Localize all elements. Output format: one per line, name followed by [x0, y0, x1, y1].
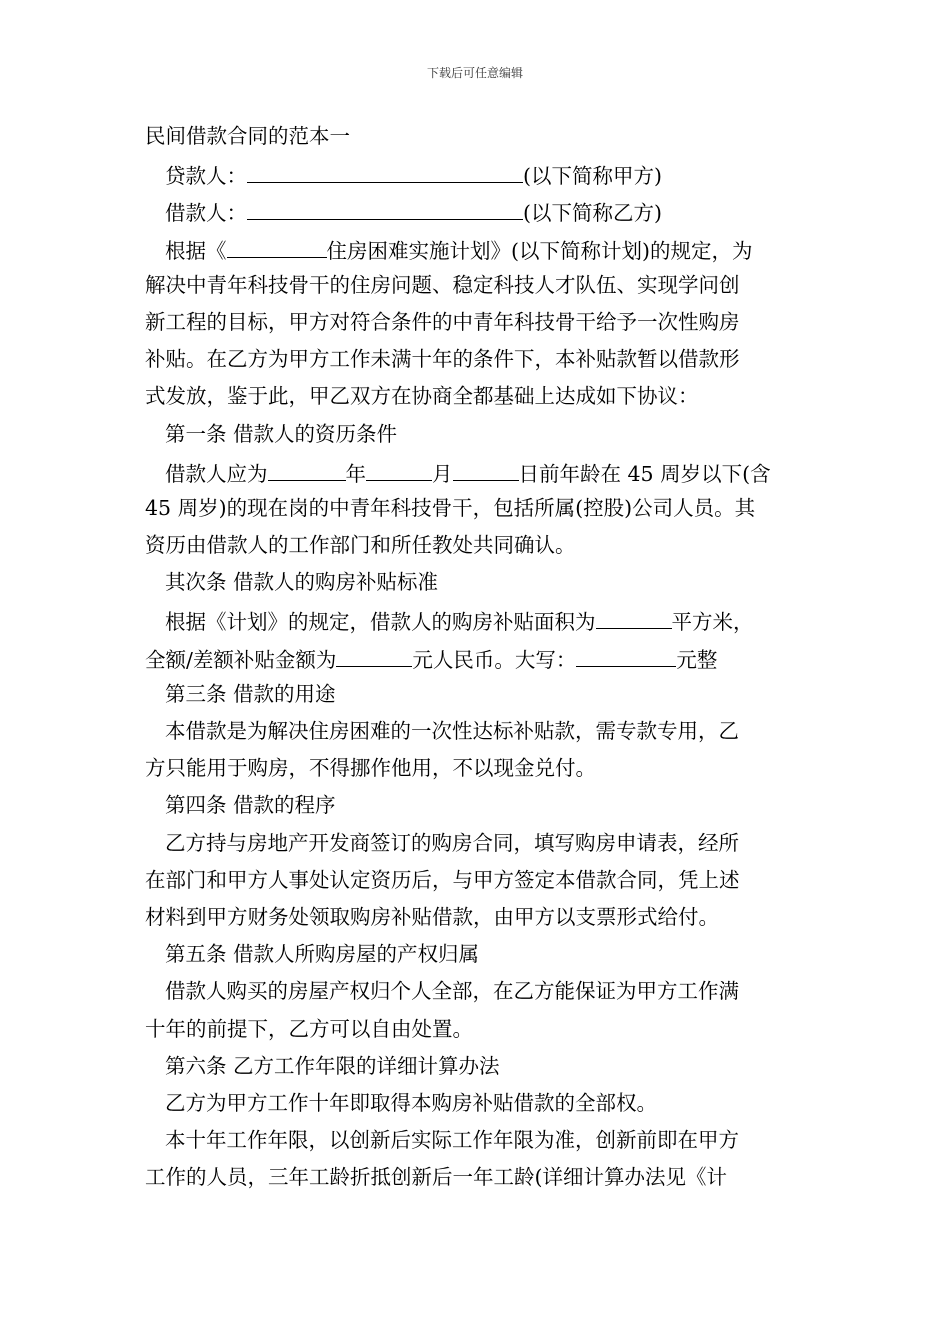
paragraph-line: 资历由借款人的工作部门和所任教处共同确认。: [145, 533, 576, 558]
page-header-note: 下载后可任意编辑: [426, 66, 523, 80]
paragraph-line: 乙方持与房地产开发商签订的购房合同，填写购房申请表，经所: [165, 830, 739, 855]
article-title: 第五条 借款人所购房屋的产权归属: [165, 942, 480, 967]
amount-words-blank: [576, 639, 676, 667]
plan-name-blank: [227, 230, 327, 258]
borrower-name-blank: [247, 192, 523, 220]
paragraph-line: 材料到甲方财务处领取购房补贴借款，由甲方以支票形式给付。: [145, 904, 719, 929]
paragraph-line: 十年的前提下，乙方可以自由处置。: [145, 1016, 473, 1041]
amount-blank: [336, 639, 412, 667]
paragraph-line: 借款人购买的房屋产权归个人全部，在乙方能保证为甲方工作满: [165, 979, 739, 1004]
day-blank: [453, 453, 519, 481]
text-segment: 根据《计划》的规定，借款人的购房补贴面积为: [165, 610, 596, 635]
document-title: 民间借款合同的范本一: [145, 124, 350, 148]
paragraph-line: 新工程的目标，甲方对符合条件的中青年科技骨干给予一次性购房: [145, 309, 740, 334]
paragraph-line: 工作的人员，三年工龄折抵创新后一年工龄(详细计算办法见《计: [145, 1165, 727, 1190]
lender-label: 贷款人：: [165, 164, 247, 189]
borrower-line: [145, 192, 807, 229]
text-segment: 元整: [676, 647, 718, 672]
text-segment: 借款人应为: [165, 461, 268, 486]
text-segment: 全额/差额补贴金额为: [145, 647, 337, 672]
article-title: 第一条 借款人的资历条件: [165, 421, 398, 446]
area-blank: [596, 601, 672, 629]
month-blank: [366, 453, 432, 481]
lender-name-blank: [247, 155, 523, 183]
paragraph-line: 方只能用于购房，不得挪作他用，不以现金兑付。: [145, 756, 596, 781]
paragraph-line: 式发放，鉴于此，甲乙双方在协商全都基础上达成如下协议：: [145, 384, 699, 409]
borrower-suffix: (以下简称乙方): [523, 201, 662, 226]
lender-suffix: (以下简称甲方): [523, 164, 662, 189]
text-segment: 住房困难实施计划》(以下简称计划)的规定，为: [326, 238, 753, 263]
text-segment: 日前年龄在 45 周岁以下(含: [518, 461, 771, 486]
contract-document: [145, 118, 807, 1196]
paragraph-line: 本借款是为解决住房困难的一次性达标补贴款，需专款专用，乙: [165, 719, 739, 743]
paragraph-line: 在部门和甲方人事处认定资历后，与甲方签定本借款合同，凭上述: [145, 867, 740, 892]
text-segment: 根据《: [165, 238, 227, 263]
paragraph-line: [145, 453, 807, 490]
paragraph-line: 补贴。在乙方为甲方工作未满十年的条件下，本补贴款暂以借款形: [145, 347, 740, 372]
text-segment: 年: [345, 461, 366, 486]
paragraph-line: 乙方为甲方工作十年即取得本购房补贴借款的全部权。: [165, 1090, 657, 1115]
paragraph-line: 解决中青年科技骨干的住房问题、稳定科技人才队伍、实现学问创: [145, 272, 740, 297]
paragraph-line: 本十年工作年限，以创新后实际工作年限为准，创新前即在甲方: [165, 1128, 739, 1153]
article-title: 第六条 乙方工作年限的详细计算办法: [165, 1053, 500, 1078]
text-segment: 元人民币。大写：: [412, 647, 577, 672]
article-title: 第四条 借款的程序: [165, 793, 336, 818]
paragraph-line: 45 周岁)的现在岗的中青年科技骨干，包括所属(控股)公司人员。其: [145, 495, 756, 520]
paragraph-line: [145, 601, 807, 638]
paragraph-line: [145, 230, 807, 267]
text-segment: 平方米，: [671, 610, 754, 635]
text-segment: 月: [432, 461, 453, 486]
article-title: 其次条 借款人的购房补贴标准: [165, 570, 439, 595]
paragraph-line: [145, 639, 807, 676]
lender-line: [145, 155, 807, 192]
article-title: 第三条 借款的用途: [165, 681, 336, 706]
year-blank: [268, 453, 346, 481]
borrower-label: 借款人：: [165, 201, 247, 226]
